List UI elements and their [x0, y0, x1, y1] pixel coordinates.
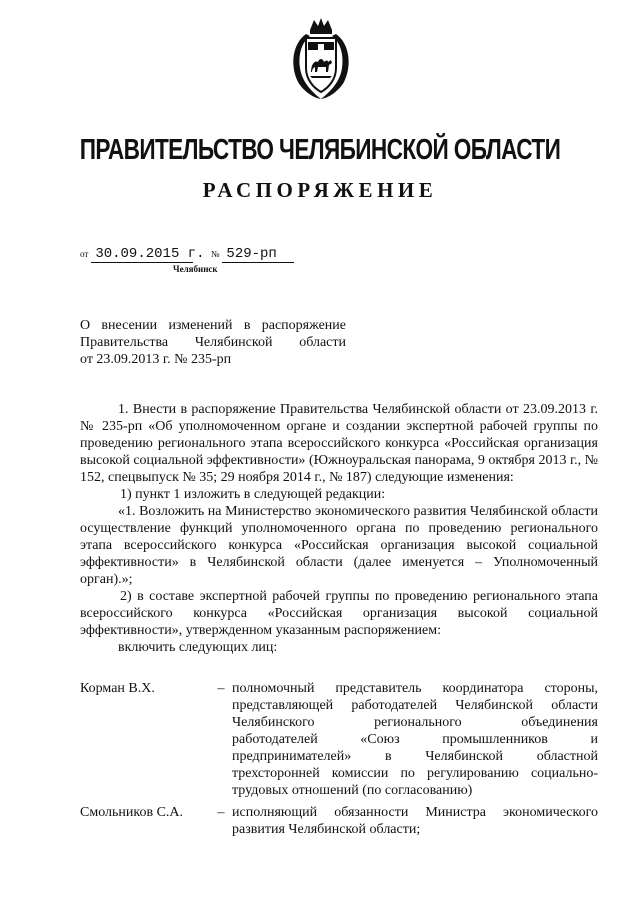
member-dash: – [217, 805, 225, 820]
member-description-line: предпринимателей» в Челябинской областной [232, 749, 598, 764]
member-name: Смольников С.А. [80, 805, 184, 820]
paragraph-1: 1. Внести в распоряжение Правительства Челябинской области от 23.09.2013 г. № 235-рп «Об уполномоченном органе и создании экспертной рабочей группы по проведению регионального этапа всероссийского конкурса «Российская организация высокой социальной эффективности» (Южноуральская панорама, 9 октября 2013 г., № 152, спецвыпуск № 35; 29 ноября 2014 г., № 187) следующие изменения: [80, 402, 598, 485]
document-number: 529-рп [222, 246, 294, 263]
subject-line: Правительства Челябинской области [80, 335, 346, 350]
member-name: Корман В.Х. [80, 681, 155, 696]
paragraph-3: «1. Возложить на Министерство экономического развития Челябинской области осуществление функций уполномоченного органа по проведению регионального этапа всероссийского конкурса «Российская организация высокой социальной эффективности» в Челябинской области (далее именуется – Уполномоченный орган).»; [80, 504, 598, 587]
paragraph-4: 2) в составе экспертной рабочей группы по проведению регионального этапа всероссийского конкурса «Российская организация высокой социальной эффективности», утвержденном указанным распоряжением: [80, 589, 598, 638]
member-description-line: полномочный представитель координатора стороны, [232, 681, 598, 696]
member-description [232, 804, 598, 838]
member-description [232, 680, 598, 799]
paragraph-2: 1) пункт 1 изложить в следующей редакции: [120, 487, 386, 502]
chelyabinsk-coat-of-arms-icon [288, 16, 354, 100]
document-subject [80, 317, 346, 368]
city: Челябинск [173, 264, 218, 274]
member-description-line: развития Челябинской области; [232, 822, 421, 837]
member-entry [80, 804, 598, 838]
members-list [80, 680, 598, 838]
subject-line: от 23.09.2013 г. № 235-рп [80, 352, 232, 367]
member-dash: – [217, 681, 225, 696]
member-description-line: Челябинского регионального объединения [232, 715, 598, 730]
subject-line: О внесении изменений в распоряжение [80, 318, 346, 333]
paragraph-5: включить следующих лиц: [118, 640, 278, 655]
government-title: ПРАВИТЕЛЬСТВО ЧЕЛЯБИНСКОЙ ОБЛАСТИ [79, 134, 561, 166]
member-description-line: трехсторонней комиссии по регулированию социально- [232, 766, 598, 781]
document-type: РАСПОРЯЖЕНИЕ [202, 178, 438, 202]
member-description-line: исполняющий обязанности Министра экономического [232, 805, 598, 820]
document-body [80, 401, 598, 656]
document-meta [80, 246, 294, 263]
member-entry [80, 680, 598, 799]
member-description-line: работодателей «Союз промышленников и [232, 732, 598, 747]
member-description-line: представляющей работодателей Челябинской области [232, 698, 598, 713]
number-label: № [210, 249, 220, 259]
member-description-line: трудовых отношений (по согласованию) [232, 783, 473, 798]
document-date: 30.09.2015 г. [91, 246, 193, 263]
date-label: от [80, 249, 89, 259]
